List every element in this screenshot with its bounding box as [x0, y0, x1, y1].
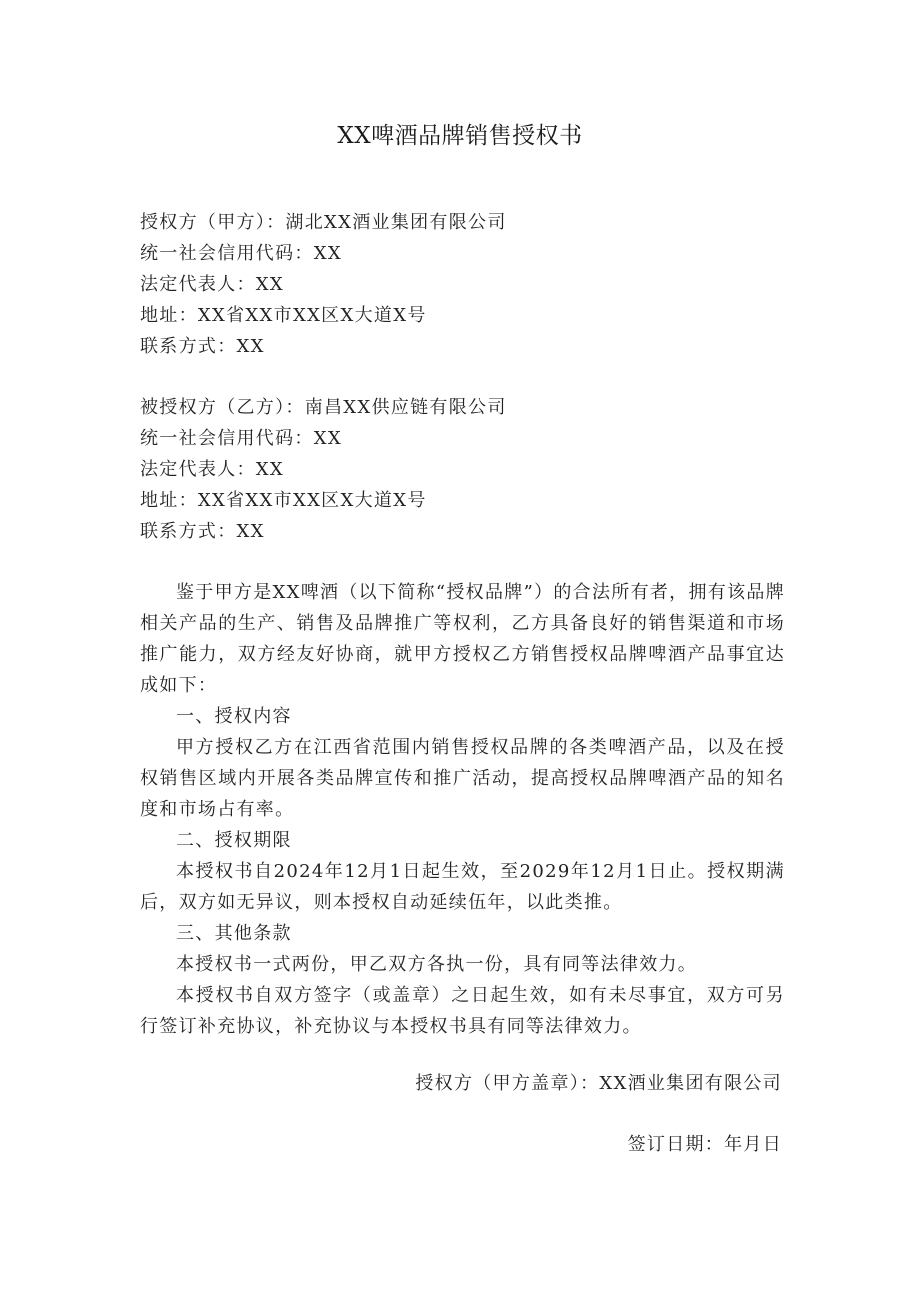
- document-title: XX啤酒品牌销售授权书: [337, 123, 583, 149]
- section-paragraph: 本授权书自2024年12月1日起生效，至2029年12月1日止。授权期满后，双方如无异议，则本授权自动延续伍年，以此类推。: [140, 861, 785, 913]
- party-a-address: 地址：XX省XX市XX区X大道X号: [140, 305, 427, 326]
- party-b-contact: 联系方式：XX: [140, 521, 265, 542]
- section-heading: 三、其他条款: [176, 923, 292, 944]
- section-paragraph: 本授权书一式两份，甲乙双方各执一份，具有同等法律效力。: [176, 954, 698, 975]
- party-a-legal-rep: 法定代表人：XX: [140, 274, 285, 295]
- agreement-body: [140, 577, 785, 1042]
- section-paragraph: 本授权书自双方签字（或盖章）之日起生效，如有未尽事宜，双方可另行签订补充协议，补充协议与本授权书具有同等法律效力。: [140, 985, 785, 1037]
- party-b-address: 地址：XX省XX市XX区X大道X号: [140, 490, 427, 511]
- preamble-paragraph: 鉴于甲方是XX啤酒（以下简称“授权品牌”）的合法所有者，拥有该品牌相关产品的生产、销售及品牌推广等权利，乙方具备良好的销售渠道和市场推广能力，双方经友好协商，就甲方授权乙方销售授权品牌啤酒产品事宜达成如下：: [140, 582, 785, 696]
- section-paragraph: 甲方授权乙方在江西省范围内销售授权品牌的各类啤酒产品，以及在授权销售区域内开展各类品牌宣传和推广活动，提高授权品牌啤酒产品的知名度和市场占有率。: [140, 737, 785, 820]
- signature-date: 签订日期：年月日: [627, 1134, 782, 1155]
- party-b-name: 被授权方（乙方）：南昌XX供应链有限公司: [140, 397, 507, 418]
- section-heading: 二、授权期限: [176, 830, 292, 851]
- signature-party: 授权方（甲方盖章）：XX酒业集团有限公司: [415, 1073, 782, 1094]
- party-a-contact: 联系方式：XX: [140, 336, 265, 357]
- section-heading: 一、授权内容: [176, 706, 292, 727]
- party-b-info: [140, 392, 785, 547]
- party-b-credit-code: 统一社会信用代码：XX: [140, 428, 342, 449]
- party-a-credit-code: 统一社会信用代码：XX: [140, 243, 342, 264]
- party-a-info: [140, 207, 785, 362]
- party-a-name: 授权方（甲方）：湖北XX酒业集团有限公司: [140, 212, 507, 233]
- party-b-legal-rep: 法定代表人：XX: [140, 459, 285, 480]
